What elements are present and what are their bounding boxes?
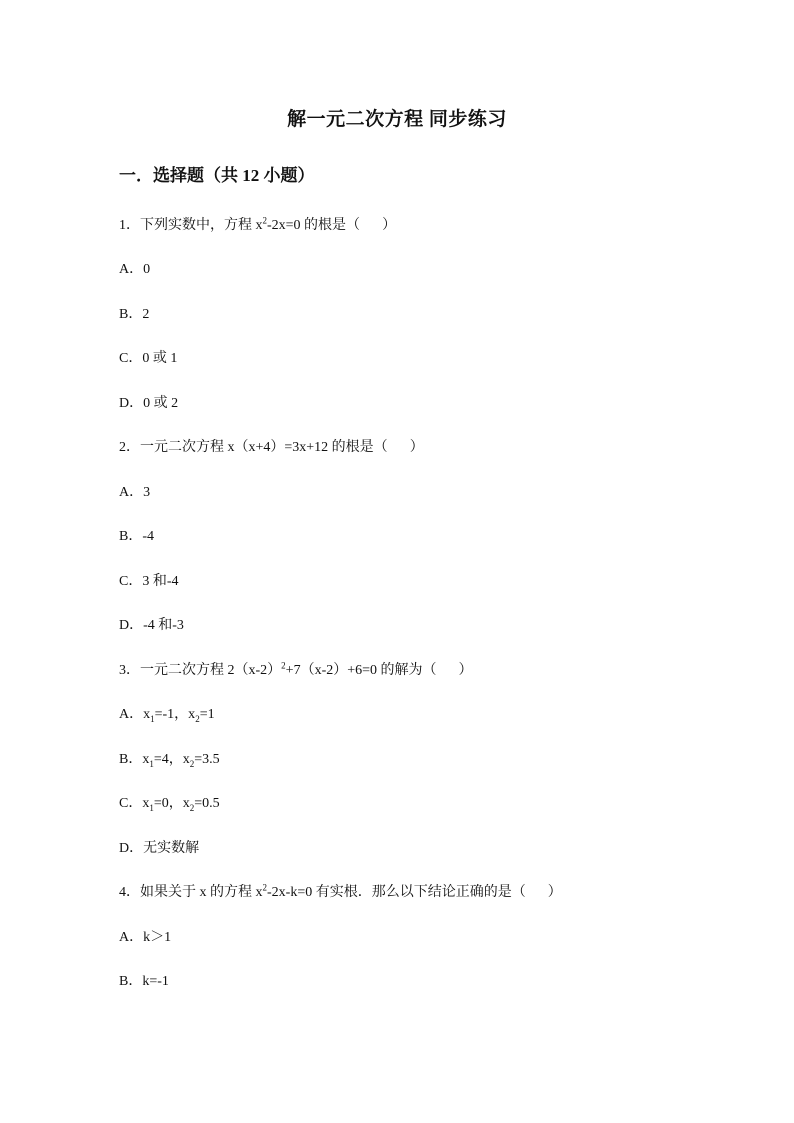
- question-2-option-c: C．3 和-4: [119, 574, 179, 589]
- question-3-option-a: A．$x_1=-1$，$x_2=1$: [119, 707, 215, 724]
- question-1-option-c: C．0 或 1: [119, 351, 178, 366]
- section-heading: 一．选择题（共 12 小题）: [119, 166, 315, 185]
- question-4-option-b: B．k=-1: [119, 974, 169, 989]
- question-2-stem: 2．一元二次方程 x（x+4）=3x+12 的根是（ ）: [119, 440, 424, 455]
- question-2-option-a: A．3: [119, 485, 151, 500]
- page-title: 解一元二次方程 同步练习: [287, 109, 507, 130]
- question-3-option-d: D．无实数解: [119, 841, 200, 856]
- question-4-stem: 4．如果关于 x 的方程 $x^2-2x-k=0$ 有实根．那么以下结论正确的是（ ）: [119, 882, 562, 900]
- question-1-stem: 1．下列实数中，方程 $x^2-2x=0$ 的根是（ ）: [119, 215, 397, 233]
- question-1-option-b: B．2: [119, 307, 150, 322]
- question-3-option-b: B．$x_1=4$，$x_2=3.5$: [119, 752, 220, 769]
- question-1-option-a: A．0: [119, 262, 151, 277]
- question-1-option-d: D．0 或 2: [119, 396, 179, 411]
- question-3-option-c: C．$x_1=0$，$x_2=0.5$: [119, 796, 220, 813]
- question-3-stem: 3．一元二次方程 $2(x-2)^2+7(x-2)+6=0$ 的解为（ ）: [119, 660, 473, 678]
- question-2-option-b: B．-4: [119, 529, 154, 544]
- question-2-option-d: D．-4 和-3: [119, 618, 184, 633]
- question-4-option-a: A．k＞1: [119, 930, 172, 945]
